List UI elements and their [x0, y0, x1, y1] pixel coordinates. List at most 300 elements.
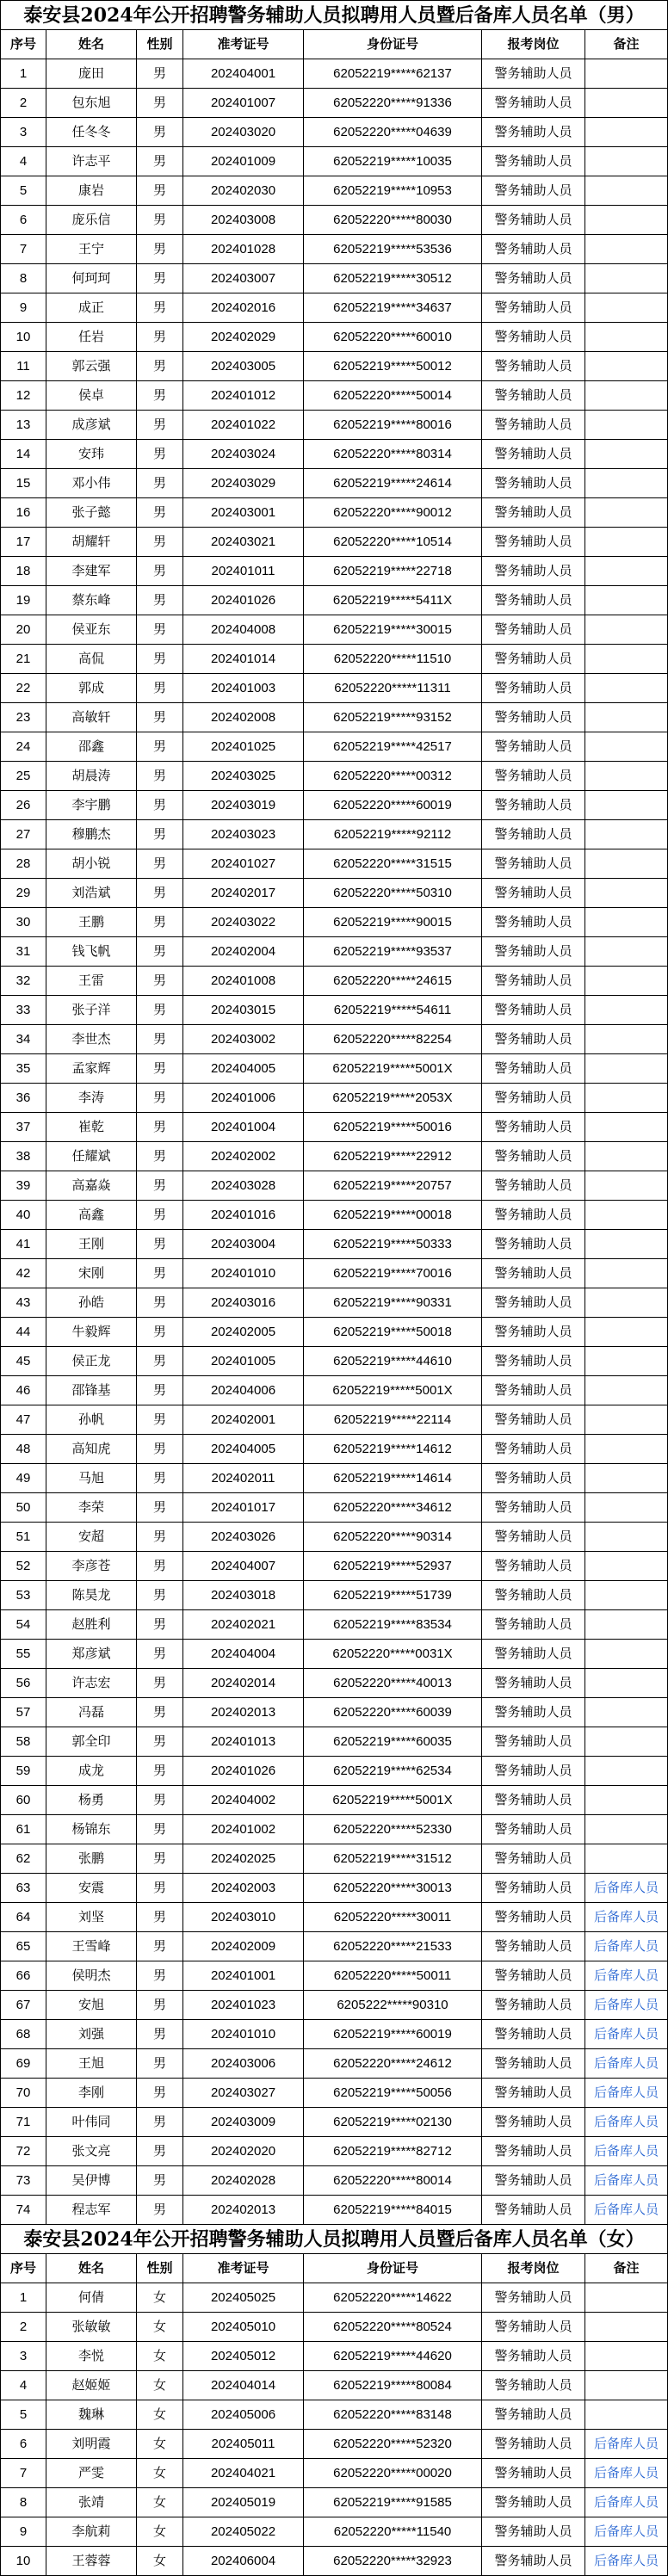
position-cell: 警务辅助人员	[482, 615, 585, 645]
row-number: 61	[1, 1815, 46, 1844]
id-number-cell: 62052220*****11311	[304, 674, 482, 703]
id-number-cell: 62052220*****14622	[304, 2283, 482, 2313]
exam-number-cell: 202401004	[183, 1113, 304, 1142]
header-serial: 序号	[1, 2254, 46, 2283]
id-number-cell: 62052219*****34637	[304, 293, 482, 323]
remark-cell	[585, 937, 668, 967]
exam-number-cell: 202401001	[183, 1961, 304, 1991]
remark-cell	[585, 849, 668, 879]
id-number-cell: 62052219*****30512	[304, 264, 482, 293]
gender-cell: 男	[137, 1698, 183, 1727]
table-row	[1, 557, 668, 586]
position-cell: 警务辅助人员	[482, 2459, 585, 2488]
position-cell: 警务辅助人员	[482, 118, 585, 147]
exam-number-cell: 202401017	[183, 1493, 304, 1523]
position-cell: 警务辅助人员	[482, 2488, 585, 2517]
table-row	[1, 1376, 668, 1405]
table-row	[1, 2517, 668, 2547]
id-number-cell: 62052219*****91585	[304, 2488, 482, 2517]
exam-number-cell: 202401013	[183, 1727, 304, 1757]
exam-number-cell: 202401016	[183, 1201, 304, 1230]
exam-number-cell: 202405025	[183, 2283, 304, 2313]
remark-cell	[585, 1084, 668, 1113]
row-number: 2	[1, 2313, 46, 2342]
table-row	[1, 1932, 668, 1961]
name-cell: 李建军	[46, 557, 137, 586]
position-cell: 警务辅助人员	[482, 2313, 585, 2342]
remark-cell	[585, 791, 668, 820]
row-number: 28	[1, 849, 46, 879]
exam-number-cell: 202403004	[183, 1230, 304, 1259]
remark-cell: 后备库人员	[585, 1932, 668, 1961]
gender-cell: 男	[137, 2166, 183, 2196]
table-row	[1, 2488, 668, 2517]
position-cell: 警务辅助人员	[482, 2020, 585, 2049]
id-number-cell: 62052219*****90331	[304, 1288, 482, 1318]
exam-number-cell: 202402030	[183, 176, 304, 206]
name-cell: 王雷	[46, 967, 137, 996]
position-cell: 警务辅助人员	[482, 1259, 585, 1288]
position-cell: 警务辅助人员	[482, 996, 585, 1025]
position-cell: 警务辅助人员	[482, 1464, 585, 1493]
exam-number-cell: 202402011	[183, 1464, 304, 1493]
remark-cell: 后备库人员	[585, 2108, 668, 2137]
table-row	[1, 1113, 668, 1142]
row-number: 56	[1, 1669, 46, 1698]
table-row	[1, 1727, 668, 1757]
gender-cell: 男	[137, 1464, 183, 1493]
table-row	[1, 674, 668, 703]
table-row	[1, 908, 668, 937]
remark-cell	[585, 1815, 668, 1844]
remark-cell	[585, 1610, 668, 1640]
remark-cell	[585, 1025, 668, 1054]
name-cell: 高敏轩	[46, 703, 137, 732]
exam-number-cell: 202402029	[183, 323, 304, 352]
remark-cell	[585, 1552, 668, 1581]
position-cell: 警务辅助人员	[482, 1727, 585, 1757]
row-number: 65	[1, 1932, 46, 1961]
exam-number-cell: 202403015	[183, 996, 304, 1025]
id-number-cell: 62052219*****5001X	[304, 1786, 482, 1815]
remark-cell	[585, 1376, 668, 1405]
position-cell: 警务辅助人员	[482, 1405, 585, 1435]
exam-number-cell: 202402002	[183, 1142, 304, 1171]
header-id-number: 身份证号	[304, 2254, 482, 2283]
remark-cell	[585, 1669, 668, 1698]
table-row	[1, 1961, 668, 1991]
exam-number-cell: 202405006	[183, 2400, 304, 2430]
exam-number-cell: 202403002	[183, 1025, 304, 1054]
gender-cell: 男	[137, 528, 183, 557]
name-cell: 王宁	[46, 235, 137, 264]
position-cell: 警务辅助人员	[482, 1230, 585, 1259]
row-number: 9	[1, 2517, 46, 2547]
name-cell: 邵锋基	[46, 1376, 137, 1405]
exam-number-cell: 202401022	[183, 411, 304, 440]
table-row	[1, 264, 668, 293]
remark-cell	[585, 1405, 668, 1435]
position-cell: 警务辅助人员	[482, 2283, 585, 2313]
remark-cell	[585, 1171, 668, 1201]
position-cell: 警务辅助人员	[482, 586, 585, 615]
header-remark: 备注	[585, 2254, 668, 2283]
remark-cell	[585, 411, 668, 440]
position-cell: 警务辅助人员	[482, 1961, 585, 1991]
gender-cell: 男	[137, 586, 183, 615]
id-number-cell: 62052219*****60035	[304, 1727, 482, 1757]
table-row	[1, 2108, 668, 2137]
name-cell: 李涛	[46, 1084, 137, 1113]
id-number-cell: 62052219*****50012	[304, 352, 482, 381]
name-cell: 许志平	[46, 147, 137, 176]
position-cell: 警务辅助人员	[482, 2547, 585, 2576]
id-number-cell: 62052219*****51739	[304, 1581, 482, 1610]
remark-cell	[585, 1113, 668, 1142]
gender-cell: 男	[137, 1084, 183, 1113]
row-number: 25	[1, 762, 46, 791]
id-number-cell: 62052219*****80016	[304, 411, 482, 440]
table-row	[1, 1815, 668, 1844]
gender-cell: 男	[137, 1405, 183, 1435]
position-cell: 警务辅助人员	[482, 1084, 585, 1113]
table-row	[1, 411, 668, 440]
table-row	[1, 1464, 668, 1493]
position-cell: 警务辅助人员	[482, 967, 585, 996]
row-number: 9	[1, 293, 46, 323]
name-cell: 安震	[46, 1874, 137, 1903]
position-cell: 警务辅助人员	[482, 1054, 585, 1084]
table-row	[1, 937, 668, 967]
position-cell: 警务辅助人员	[482, 791, 585, 820]
position-cell: 警务辅助人员	[482, 2342, 585, 2371]
table-row	[1, 381, 668, 411]
row-number: 18	[1, 557, 46, 586]
exam-number-cell: 202402005	[183, 1318, 304, 1347]
remark-cell	[585, 440, 668, 469]
remark-cell	[585, 703, 668, 732]
name-cell: 严雯	[46, 2459, 137, 2488]
remark-cell	[585, 645, 668, 674]
row-number: 51	[1, 1523, 46, 1552]
row-number: 57	[1, 1698, 46, 1727]
exam-number-cell: 202402021	[183, 1610, 304, 1640]
name-cell: 郭云强	[46, 352, 137, 381]
exam-number-cell: 202403027	[183, 2079, 304, 2108]
id-number-cell: 62052219*****92112	[304, 820, 482, 849]
header-position: 报考岗位	[482, 2254, 585, 2283]
gender-cell: 男	[137, 381, 183, 411]
name-cell: 孟家辉	[46, 1054, 137, 1084]
exam-number-cell: 202404001	[183, 59, 304, 89]
gender-cell: 男	[137, 1142, 183, 1171]
table-row	[1, 791, 668, 820]
name-cell: 邵鑫	[46, 732, 137, 762]
position-cell: 警务辅助人员	[482, 2079, 585, 2108]
exam-number-cell: 202403001	[183, 498, 304, 528]
remark-cell	[585, 1201, 668, 1230]
name-cell: 安玮	[46, 440, 137, 469]
remark-cell: 后备库人员	[585, 1961, 668, 1991]
gender-cell: 男	[137, 1727, 183, 1757]
position-cell: 警务辅助人员	[482, 1113, 585, 1142]
position-cell: 警务辅助人员	[482, 440, 585, 469]
table-row	[1, 1054, 668, 1084]
exam-number-cell: 202404005	[183, 1054, 304, 1084]
remark-cell	[585, 59, 668, 89]
remark-cell	[585, 2313, 668, 2342]
row-number: 5	[1, 2400, 46, 2430]
row-number: 15	[1, 469, 46, 498]
exam-number-cell: 202402017	[183, 879, 304, 908]
position-cell: 警务辅助人员	[482, 469, 585, 498]
gender-cell: 女	[137, 2547, 183, 2576]
exam-number-cell: 202401026	[183, 586, 304, 615]
table-row	[1, 879, 668, 908]
remark-cell	[585, 206, 668, 235]
table-row	[1, 967, 668, 996]
gender-cell: 男	[137, 118, 183, 147]
remark-cell	[585, 1727, 668, 1757]
position-cell: 警务辅助人员	[482, 323, 585, 352]
exam-number-cell: 202401006	[183, 1084, 304, 1113]
id-number-cell: 62052220*****82254	[304, 1025, 482, 1054]
id-number-cell: 62052220*****50310	[304, 879, 482, 908]
name-cell: 王蓉蓉	[46, 2547, 137, 2576]
name-cell: 李彦苍	[46, 1552, 137, 1581]
remark-cell	[585, 528, 668, 557]
exam-number-cell: 202401007	[183, 89, 304, 118]
row-number: 67	[1, 1991, 46, 2020]
table-row	[1, 1201, 668, 1230]
row-number: 6	[1, 2430, 46, 2459]
row-number: 58	[1, 1727, 46, 1757]
name-cell: 胡耀轩	[46, 528, 137, 557]
remark-cell	[585, 1230, 668, 1259]
name-cell: 赵胜利	[46, 1610, 137, 1640]
table-row	[1, 1640, 668, 1669]
position-cell: 警务辅助人员	[482, 293, 585, 323]
row-number: 66	[1, 1961, 46, 1991]
remark-cell	[585, 586, 668, 615]
remark-cell	[585, 352, 668, 381]
row-number: 48	[1, 1435, 46, 1464]
id-number-cell: 62052220*****60039	[304, 1698, 482, 1727]
position-cell: 警务辅助人员	[482, 1815, 585, 1844]
gender-cell: 男	[137, 1054, 183, 1084]
id-number-cell: 62052220*****00312	[304, 762, 482, 791]
list-title-female: 泰安县2024年公开招聘警务辅助人员拟聘用人员暨后备库人员名单（女）	[1, 2225, 668, 2254]
row-number: 24	[1, 732, 46, 762]
gender-cell: 男	[137, 1493, 183, 1523]
id-number-cell: 62052220*****90314	[304, 1523, 482, 1552]
remark-cell	[585, 2400, 668, 2430]
remark-cell: 后备库人员	[585, 2517, 668, 2547]
position-cell: 警务辅助人员	[482, 1874, 585, 1903]
exam-number-cell: 202402001	[183, 1405, 304, 1435]
exam-number-cell: 202403023	[183, 820, 304, 849]
table-row	[1, 849, 668, 879]
remark-cell	[585, 1844, 668, 1874]
table-row	[1, 1084, 668, 1113]
id-number-cell: 62052220*****30013	[304, 1874, 482, 1903]
exam-number-cell: 202404014	[183, 2371, 304, 2400]
id-number-cell: 62052219*****62137	[304, 59, 482, 89]
header-id-number: 身份证号	[304, 30, 482, 59]
id-number-cell: 62052219*****14612	[304, 1435, 482, 1464]
remark-cell	[585, 615, 668, 645]
gender-cell: 女	[137, 2313, 183, 2342]
gender-cell: 男	[137, 762, 183, 791]
name-cell: 李荣	[46, 1493, 137, 1523]
table-row	[1, 2313, 668, 2342]
table-row	[1, 2459, 668, 2488]
exam-number-cell: 202401023	[183, 1991, 304, 2020]
id-number-cell: 62052219*****30015	[304, 615, 482, 645]
table-row	[1, 1874, 668, 1903]
remark-cell	[585, 1786, 668, 1815]
exam-number-cell: 202401008	[183, 967, 304, 996]
row-number: 46	[1, 1376, 46, 1405]
table-row	[1, 2400, 668, 2430]
remark-cell	[585, 967, 668, 996]
id-number-cell: 62052220*****83148	[304, 2400, 482, 2430]
table-row	[1, 206, 668, 235]
gender-cell: 男	[137, 1874, 183, 1903]
name-cell: 宋刚	[46, 1259, 137, 1288]
id-number-cell: 62052220*****80030	[304, 206, 482, 235]
table-row	[1, 1991, 668, 2020]
gender-cell: 男	[137, 469, 183, 498]
remark-cell	[585, 1640, 668, 1669]
name-cell: 张子洋	[46, 996, 137, 1025]
gender-cell: 男	[137, 206, 183, 235]
remark-cell: 后备库人员	[585, 2079, 668, 2108]
row-number: 31	[1, 937, 46, 967]
row-number: 62	[1, 1844, 46, 1874]
id-number-cell: 62052220*****52320	[304, 2430, 482, 2459]
name-cell: 任耀斌	[46, 1142, 137, 1171]
exam-number-cell: 202401012	[183, 381, 304, 411]
table-row	[1, 89, 668, 118]
remark-cell	[585, 762, 668, 791]
remark-cell	[585, 674, 668, 703]
name-cell: 李宇鹏	[46, 791, 137, 820]
position-cell: 警务辅助人员	[482, 1318, 585, 1347]
name-cell: 庞田	[46, 59, 137, 89]
name-cell: 张靖	[46, 2488, 137, 2517]
id-number-cell: 62052220*****60010	[304, 323, 482, 352]
table-row	[1, 820, 668, 849]
name-cell: 郭成	[46, 674, 137, 703]
table-row	[1, 2137, 668, 2166]
row-number: 71	[1, 2108, 46, 2137]
header-position: 报考岗位	[482, 30, 585, 59]
remark-cell	[585, 908, 668, 937]
id-number-cell: 62052219*****50056	[304, 2079, 482, 2108]
remark-cell	[585, 1435, 668, 1464]
row-number: 55	[1, 1640, 46, 1669]
position-cell: 警务辅助人员	[482, 2517, 585, 2547]
exam-number-cell: 202404008	[183, 615, 304, 645]
gender-cell: 男	[137, 1435, 183, 1464]
exam-number-cell: 202401025	[183, 732, 304, 762]
remark-cell: 后备库人员	[585, 2137, 668, 2166]
gender-cell: 男	[137, 2079, 183, 2108]
row-number: 35	[1, 1054, 46, 1084]
name-cell: 郭全印	[46, 1727, 137, 1757]
exam-number-cell: 202404006	[183, 1376, 304, 1405]
female-section	[1, 2225, 668, 2576]
table-row	[1, 1523, 668, 1552]
row-number: 38	[1, 1142, 46, 1171]
header-name: 姓名	[46, 2254, 137, 2283]
gender-cell: 男	[137, 703, 183, 732]
gender-cell: 男	[137, 732, 183, 762]
id-number-cell: 62052220*****04639	[304, 118, 482, 147]
id-number-cell: 62052219*****44610	[304, 1347, 482, 1376]
position-cell: 警务辅助人员	[482, 703, 585, 732]
remark-cell	[585, 1259, 668, 1288]
row-number: 54	[1, 1610, 46, 1640]
remark-cell	[585, 147, 668, 176]
position-cell: 警务辅助人员	[482, 2049, 585, 2079]
id-number-cell: 62052219*****31512	[304, 1844, 482, 1874]
position-cell: 警务辅助人员	[482, 89, 585, 118]
remark-cell	[585, 118, 668, 147]
id-number-cell: 62052219*****44620	[304, 2342, 482, 2371]
row-number: 23	[1, 703, 46, 732]
row-number: 11	[1, 352, 46, 381]
row-number: 5	[1, 176, 46, 206]
id-number-cell: 62052219*****50018	[304, 1318, 482, 1347]
exam-number-cell: 202402009	[183, 1932, 304, 1961]
gender-cell: 男	[137, 1903, 183, 1932]
row-number: 70	[1, 2079, 46, 2108]
gender-cell: 男	[137, 1259, 183, 1288]
name-cell: 何倩	[46, 2283, 137, 2313]
table-row	[1, 1435, 668, 1464]
id-number-cell: 62052220*****11540	[304, 2517, 482, 2547]
id-number-cell: 62052219*****52937	[304, 1552, 482, 1581]
remark-cell	[585, 323, 668, 352]
row-number: 60	[1, 1786, 46, 1815]
remark-cell	[585, 1054, 668, 1084]
table-row	[1, 1230, 668, 1259]
row-number: 17	[1, 528, 46, 557]
position-cell: 警务辅助人员	[482, 1025, 585, 1054]
remark-cell	[585, 879, 668, 908]
remark-cell	[585, 176, 668, 206]
table-row	[1, 1259, 668, 1288]
row-number: 13	[1, 411, 46, 440]
table-row	[1, 1288, 668, 1318]
remark-cell	[585, 1142, 668, 1171]
row-number: 30	[1, 908, 46, 937]
position-cell: 警务辅助人员	[482, 498, 585, 528]
gender-cell: 男	[137, 89, 183, 118]
id-number-cell: 62052219*****82712	[304, 2137, 482, 2166]
gender-cell: 男	[137, 1991, 183, 2020]
id-number-cell: 62052219*****20757	[304, 1171, 482, 1201]
remark-cell	[585, 235, 668, 264]
name-cell: 王刚	[46, 1230, 137, 1259]
exam-number-cell: 202404005	[183, 1435, 304, 1464]
id-number-cell: 62052219*****22114	[304, 1405, 482, 1435]
id-number-cell: 62052220*****00020	[304, 2459, 482, 2488]
table-row	[1, 528, 668, 557]
remark-cell	[585, 89, 668, 118]
